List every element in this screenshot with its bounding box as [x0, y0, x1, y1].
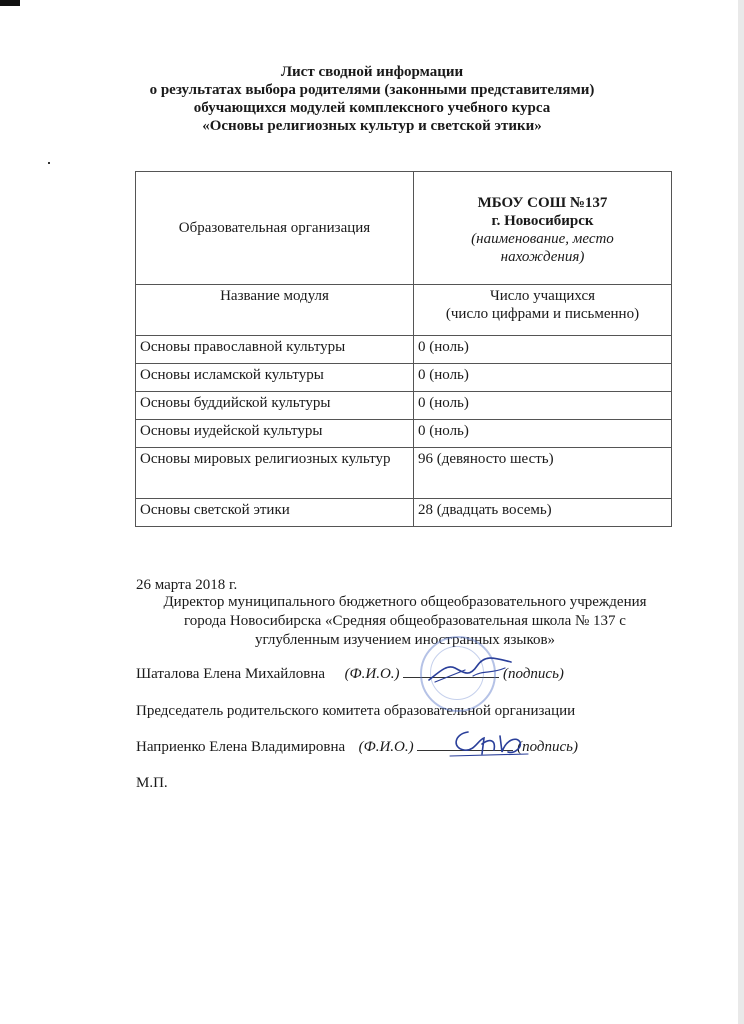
- count-cell: 28 (двадцать восемь): [414, 499, 672, 527]
- count-cell: 96 (девяносто шесть): [414, 448, 672, 499]
- signature-label: (подпись): [517, 739, 578, 755]
- count-header: [414, 285, 672, 336]
- table-row: [136, 364, 672, 392]
- committee-title: Председатель родительского комитета образовательной организации: [136, 703, 576, 719]
- module-cell: Основы буддийской культуры: [136, 392, 414, 420]
- signature-label: (подпись): [503, 666, 564, 682]
- table-row: [136, 448, 672, 499]
- org-caption-1: (наименование, место: [471, 231, 614, 247]
- chair-name: Наприенко Елена Владимировна: [136, 739, 346, 755]
- module-cell: Основы иудейской культуры: [136, 420, 414, 448]
- title-line-2: о результатах выбора родителями (законными представителями): [149, 82, 595, 98]
- table-row: [136, 392, 672, 420]
- module-cell: Основы православной культуры: [136, 336, 414, 364]
- count-cell: 0 (ноль): [414, 364, 672, 392]
- scan-corner-mark: [0, 0, 20, 6]
- org-value-cell: [414, 172, 672, 285]
- org-caption-2: нахождения): [500, 249, 585, 265]
- director-name: Шаталова Елена Михайловна: [136, 666, 326, 682]
- chair-signature-icon: [448, 726, 532, 762]
- module-cell: Основы мировых религиозных культур: [136, 448, 414, 499]
- director-title: [140, 593, 670, 650]
- module-header: Название модуля: [136, 285, 414, 336]
- director-line-1: Директор муниципального бюджетного общеобразовательного учреждения: [163, 594, 647, 610]
- org-name: МБОУ СОШ №137: [477, 195, 608, 211]
- scan-speck: [48, 162, 50, 164]
- table-header-columns: [136, 285, 672, 336]
- fio-label: (Ф.И.О.): [358, 739, 414, 755]
- org-city: г. Новосибирск: [491, 213, 594, 229]
- table-header-organization: [136, 172, 672, 285]
- count-cell: 0 (ноль): [414, 336, 672, 364]
- director-signature-icon: [425, 650, 515, 690]
- org-label-cell: Образовательная организация: [136, 172, 414, 285]
- count-cell: 0 (ноль): [414, 392, 672, 420]
- module-cell: Основы светской этики: [136, 499, 414, 527]
- document-date: 26 марта 2018 г.: [136, 577, 238, 593]
- table-row: [136, 420, 672, 448]
- title-line-4: «Основы религиозных культур и светской этики»: [202, 118, 542, 134]
- fio-label: (Ф.И.О.): [344, 666, 400, 682]
- table-row: [136, 336, 672, 364]
- scan-page-edge: [738, 0, 744, 1024]
- summary-table: [135, 171, 672, 527]
- count-cell: 0 (ноль): [414, 420, 672, 448]
- title-line-1: Лист сводной информации: [280, 64, 464, 80]
- module-cell: Основы исламской культуры: [136, 364, 414, 392]
- seal-place: М.П.: [136, 775, 168, 791]
- table-row: [136, 499, 672, 527]
- document-title: [0, 63, 744, 135]
- director-line-2: города Новосибирска «Средняя общеобразовательная школа № 137 с: [184, 613, 626, 629]
- count-header-line-2: (число цифрами и письменно): [445, 306, 640, 322]
- count-header-line-1: Число учащихся: [489, 288, 596, 304]
- director-line-3: углубленным изучением иностранных языков»: [254, 632, 556, 648]
- title-line-3: обучающихся модулей комплексного учебного курса: [193, 100, 551, 116]
